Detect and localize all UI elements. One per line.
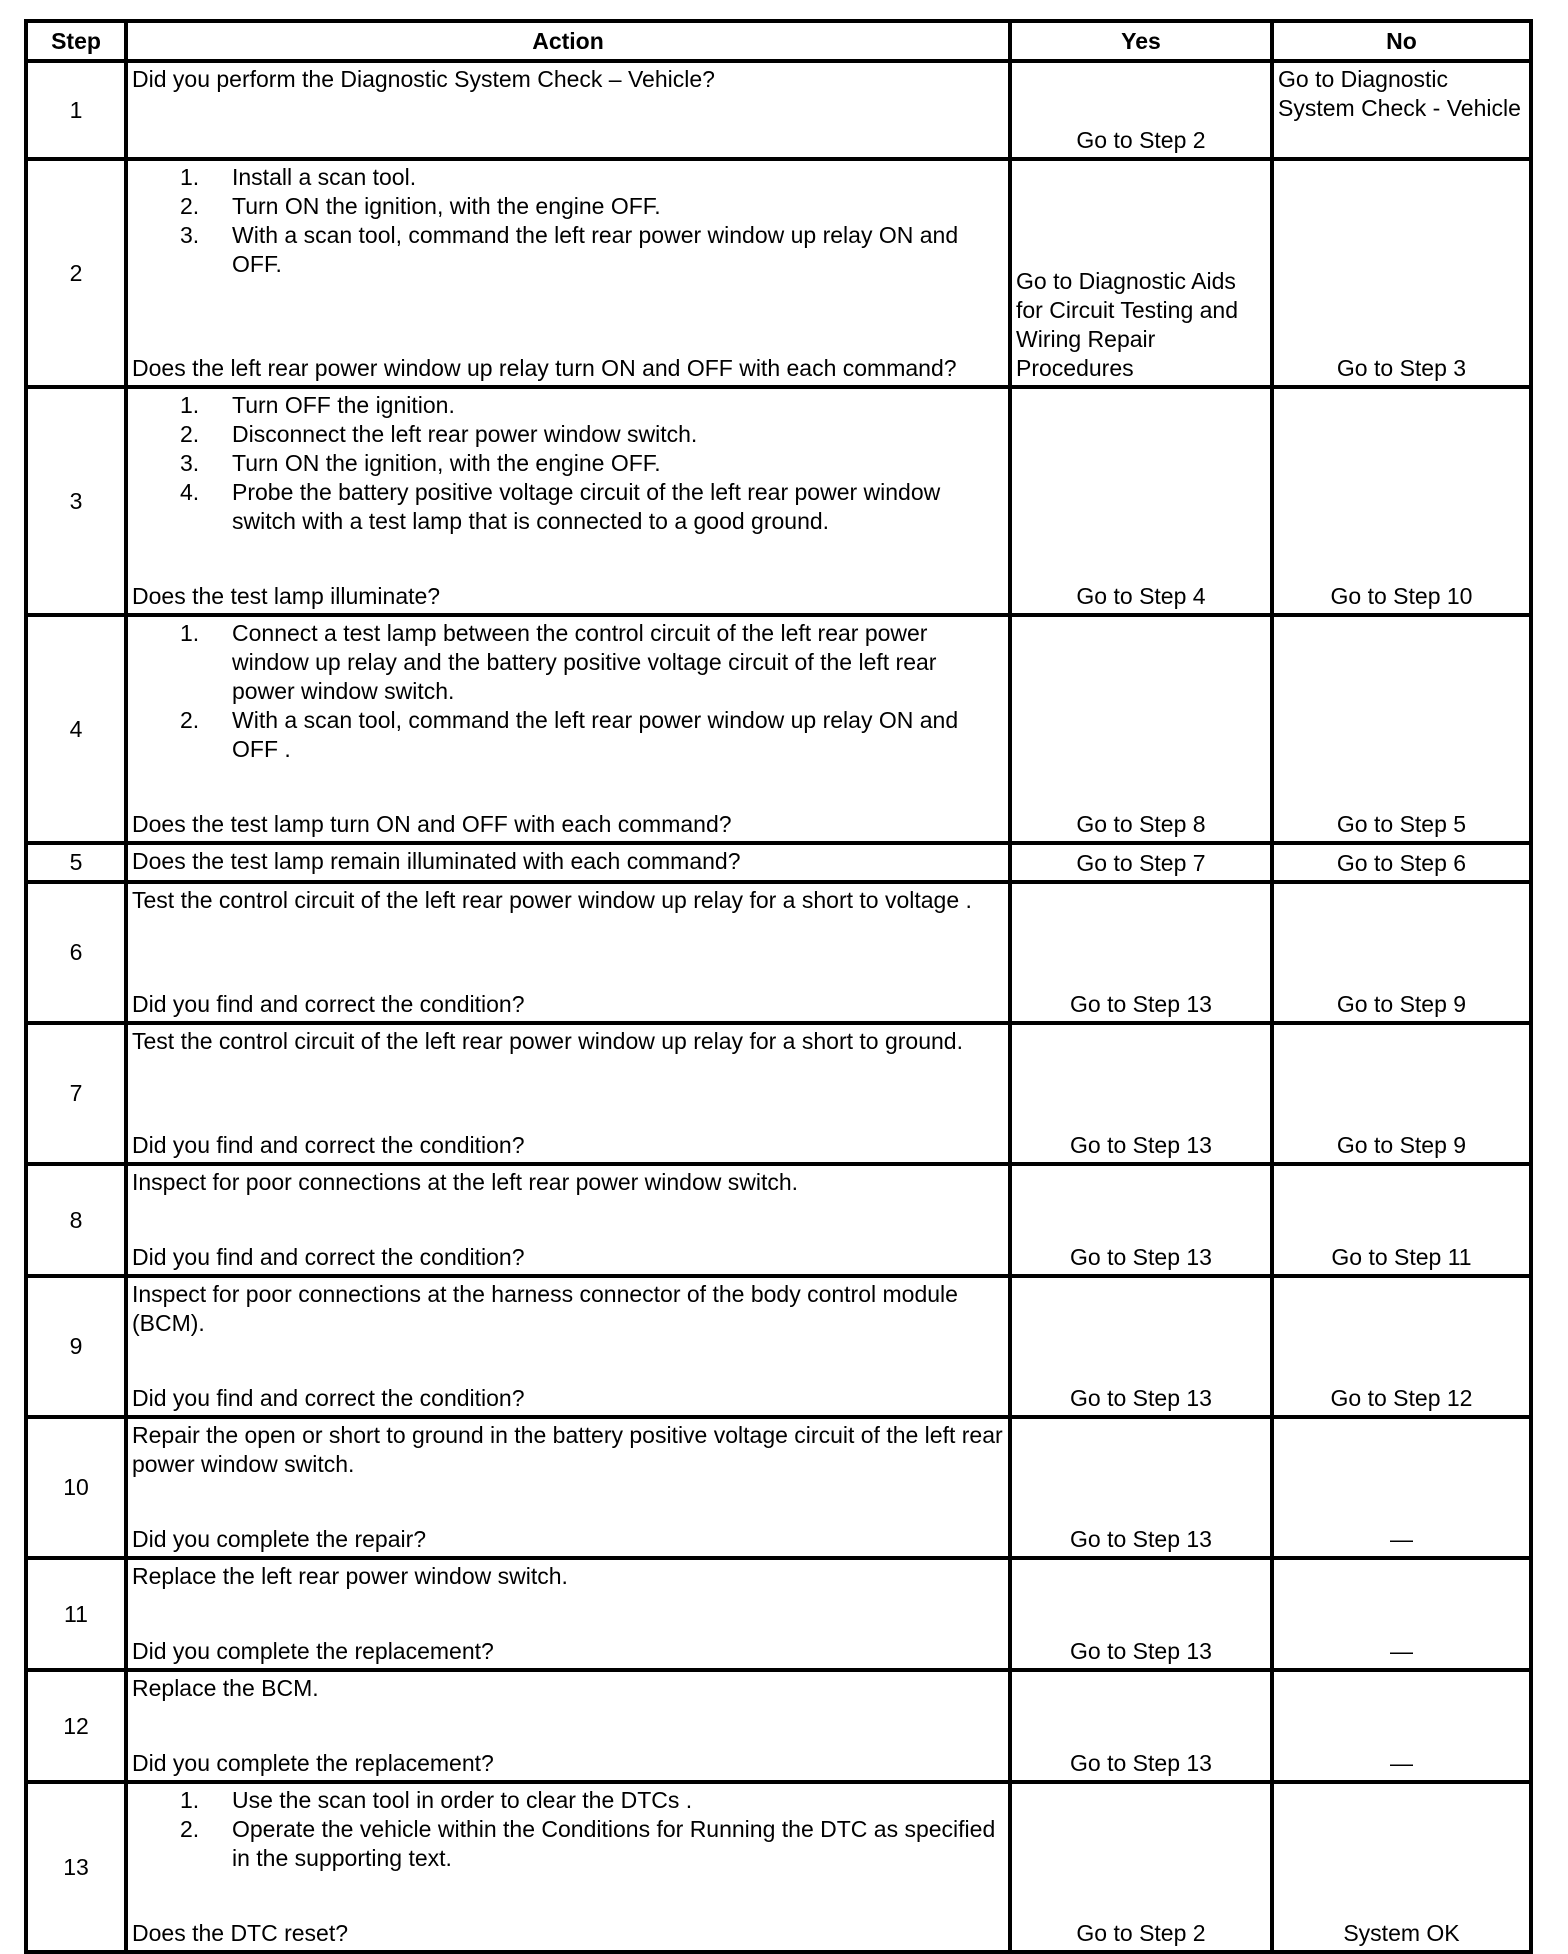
no-cell: Go to Step 10 (1272, 387, 1531, 615)
no-cell: — (1272, 1417, 1531, 1558)
action-instruction: Inspect for poor connections at the harness connector of the body control module (BCM). (132, 1281, 958, 1336)
action-question: Does the left rear power window up relay turn ON and OFF with each command? (132, 355, 957, 381)
yes-cell: Go to Step 2 (1010, 61, 1272, 159)
table-row (26, 1276, 1531, 1417)
diagnostic-table (24, 19, 1533, 1954)
action-cell (126, 843, 1010, 882)
action-question: Did you complete the repair? (132, 1526, 427, 1552)
action-question: Does the DTC reset? (132, 1920, 349, 1946)
procedure-list (132, 1786, 1004, 1873)
step-number: 3 (26, 387, 126, 615)
step-number: 9 (26, 1276, 126, 1417)
list-item: 3. With a scan tool, command the left rear power window up relay ON and OFF. (180, 222, 959, 277)
step-number: 11 (26, 1558, 126, 1670)
action-cell (126, 387, 1010, 615)
step-number: 10 (26, 1417, 126, 1558)
no-cell: Go to Step 5 (1272, 615, 1531, 843)
table-row (26, 615, 1531, 843)
action-instruction: Replace the BCM. (132, 1675, 319, 1701)
action-question: Did you find and correct the condition? (132, 1244, 525, 1270)
header-action: Action (126, 21, 1010, 61)
no-cell: Go to Step 9 (1272, 882, 1531, 1023)
yes-cell: Go to Step 13 (1010, 1417, 1272, 1558)
yes-cell: Go to Step 13 (1010, 1164, 1272, 1276)
list-item: 2. Disconnect the left rear power window switch. (180, 421, 698, 447)
table-row (26, 1558, 1531, 1670)
yes-cell: Go to Step 8 (1010, 615, 1272, 843)
header-step: Step (26, 21, 126, 61)
no-cell: Go to Step 3 (1272, 159, 1531, 387)
action-cell (126, 1782, 1010, 1952)
step-number: 2 (26, 159, 126, 387)
table-row (26, 843, 1531, 882)
action-question: Does the test lamp turn ON and OFF with each command? (132, 811, 732, 837)
no-cell: — (1272, 1558, 1531, 1670)
list-item: 1. Turn OFF the ignition. (180, 392, 455, 418)
yes-cell: Go to Step 13 (1010, 1670, 1272, 1782)
list-item: 2. Turn ON the ignition, with the engine OFF. (180, 193, 661, 219)
action-instruction: Inspect for poor connections at the left rear power window switch. (132, 1169, 799, 1195)
yes-cell: Go to Step 13 (1010, 882, 1272, 1023)
header-row (26, 21, 1531, 61)
step-number: 7 (26, 1023, 126, 1164)
step-number: 5 (26, 843, 126, 882)
yes-cell: Go to Step 13 (1010, 1558, 1272, 1670)
action-cell (126, 159, 1010, 387)
action-cell (126, 1023, 1010, 1164)
yes-cell: Go to Step 13 (1010, 1023, 1272, 1164)
table-row (26, 61, 1531, 159)
action-question: Did you find and correct the condition? (132, 1132, 525, 1158)
action-question: Did you find and correct the condition? (132, 991, 525, 1017)
list-item: 4. Probe the battery positive voltage circuit of the left rear power window switch with a test lamp that is connected to a good ground. (180, 479, 941, 534)
yes-cell: Go to Step 2 (1010, 1782, 1272, 1952)
action-cell (126, 1164, 1010, 1276)
procedure-list (132, 619, 1004, 764)
list-item: 2. Operate the vehicle within the Conditions for Running the DTC as specified in the supporting text. (180, 1816, 996, 1871)
table-row (26, 1164, 1531, 1276)
action-cell (126, 1670, 1010, 1782)
table-row (26, 159, 1531, 387)
procedure-list (132, 163, 1004, 279)
action-question: Did you complete the replacement? (132, 1638, 494, 1664)
yes-cell: Go to Step 4 (1010, 387, 1272, 615)
action-question: Does the test lamp remain illuminated with each command? (132, 848, 741, 874)
no-cell: Go to Step 11 (1272, 1164, 1531, 1276)
step-number: 6 (26, 882, 126, 1023)
step-number: 4 (26, 615, 126, 843)
action-instruction: Test the control circuit of the left rear power window up relay for a short to ground. (132, 1028, 963, 1054)
table-row (26, 1670, 1531, 1782)
no-cell: — (1272, 1670, 1531, 1782)
list-item: 1. Install a scan tool. (180, 164, 417, 190)
action-cell (126, 1558, 1010, 1670)
list-item: 3. Turn ON the ignition, with the engine OFF. (180, 450, 661, 476)
action-cell (126, 615, 1010, 843)
header-no: No (1272, 21, 1531, 61)
action-instruction: Replace the left rear power window switch. (132, 1563, 568, 1589)
action-question: Did you complete the replacement? (132, 1750, 494, 1776)
list-item: 1. Connect a test lamp between the control circuit of the left rear power window up relay and the battery positive voltage circuit of the left rear power window switch. (180, 620, 937, 704)
action-cell (126, 61, 1010, 159)
procedure-list (132, 391, 1004, 536)
table-row (26, 1417, 1531, 1558)
yes-cell: Go to Diagnostic Aids for Circuit Testing and Wiring Repair Procedures (1010, 159, 1272, 387)
list-item: 1. Use the scan tool in order to clear the DTCs . (180, 1787, 693, 1813)
step-number: 12 (26, 1670, 126, 1782)
action-cell (126, 1276, 1010, 1417)
step-number: 13 (26, 1782, 126, 1952)
yes-cell: Go to Step 7 (1010, 843, 1272, 882)
table-row (26, 882, 1531, 1023)
action-cell (126, 882, 1010, 1023)
no-cell: Go to Diagnostic System Check - Vehicle (1272, 61, 1531, 159)
step-number: 8 (26, 1164, 126, 1276)
no-cell: Go to Step 9 (1272, 1023, 1531, 1164)
no-cell: Go to Step 6 (1272, 843, 1531, 882)
table-row (26, 1023, 1531, 1164)
no-cell: System OK (1272, 1782, 1531, 1952)
action-question: Does the test lamp illuminate? (132, 583, 441, 609)
table-row (26, 1782, 1531, 1952)
yes-cell: Go to Step 13 (1010, 1276, 1272, 1417)
action-question: Did you perform the Diagnostic System Check – Vehicle? (132, 66, 715, 92)
table-row (26, 387, 1531, 615)
step-number: 1 (26, 61, 126, 159)
list-item: 2. With a scan tool, command the left rear power window up relay ON and OFF . (180, 707, 959, 762)
action-question: Did you find and correct the condition? (132, 1385, 525, 1411)
action-instruction: Test the control circuit of the left rear power window up relay for a short to voltage . (132, 887, 972, 913)
action-instruction: Repair the open or short to ground in the battery positive voltage circuit of the left rear power window switch. (132, 1422, 1003, 1477)
no-cell: Go to Step 12 (1272, 1276, 1531, 1417)
action-cell (126, 1417, 1010, 1558)
header-yes: Yes (1010, 21, 1272, 61)
